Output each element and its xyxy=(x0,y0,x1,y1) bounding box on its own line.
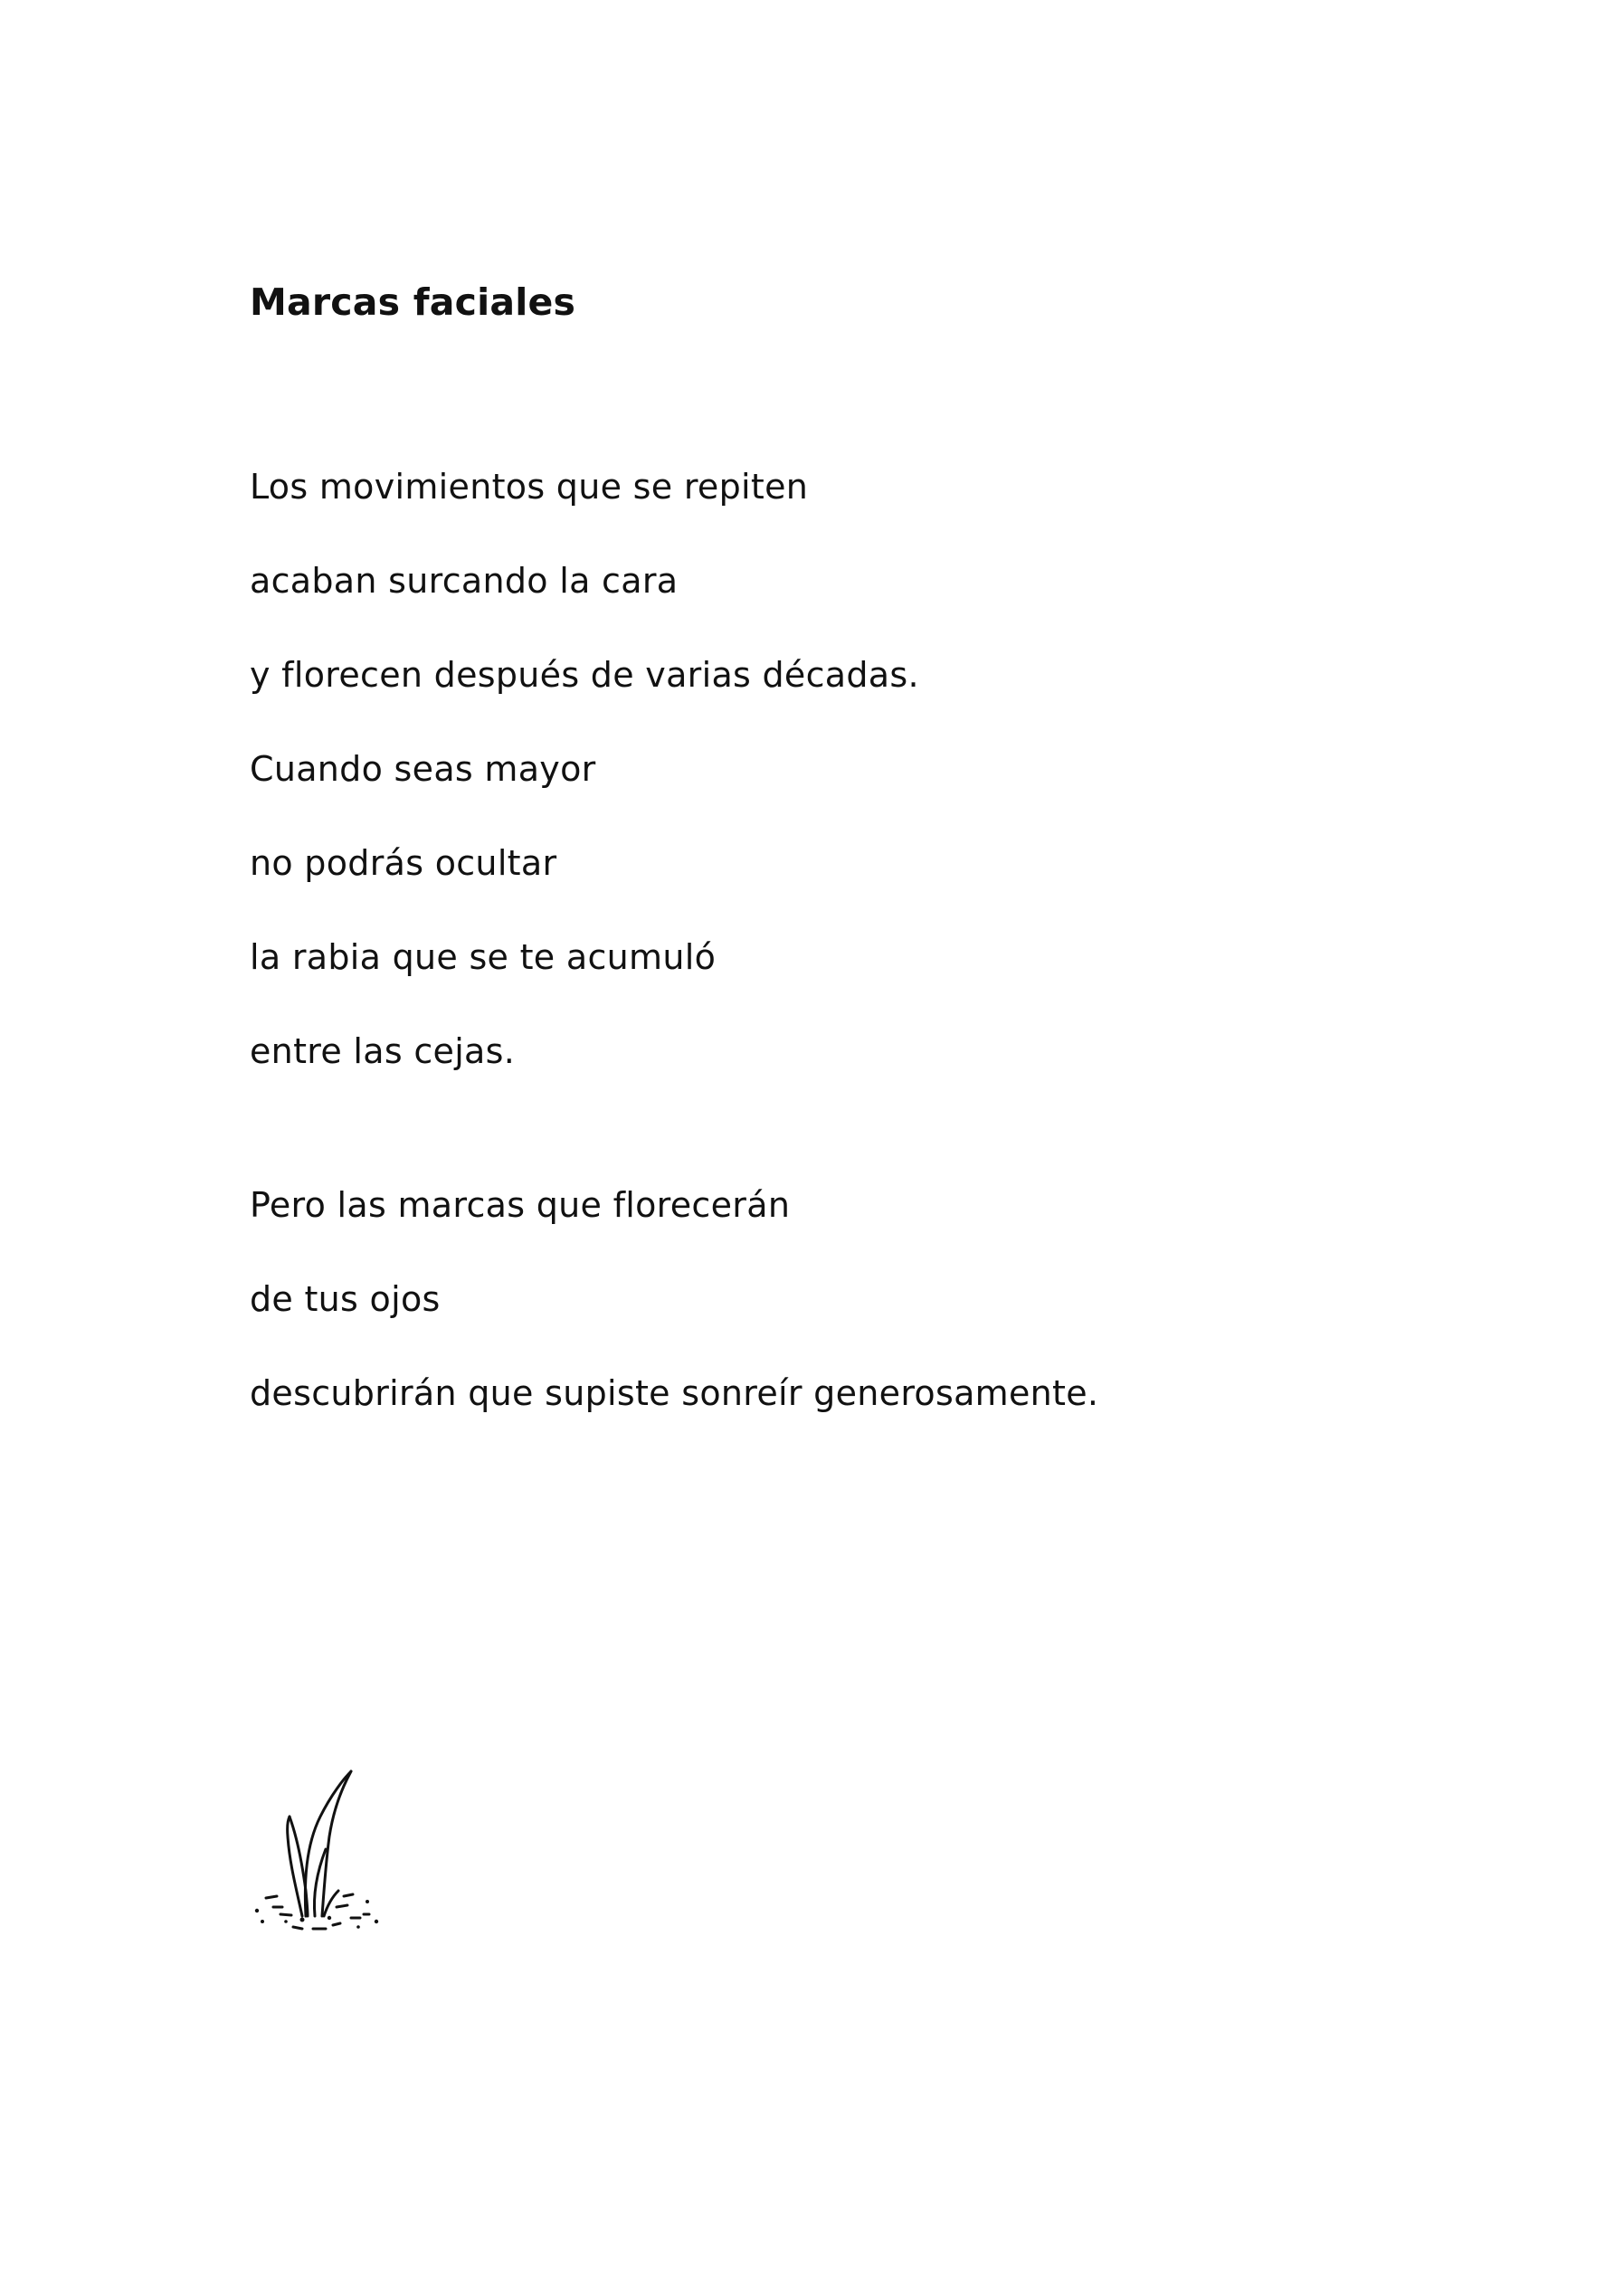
stanza-2 xyxy=(250,1158,1098,1440)
verse-line: Cuando seas mayor xyxy=(250,749,596,789)
grass-sprout-icon xyxy=(250,1737,394,1936)
verse-line: Los movimientos que se repiten xyxy=(250,467,809,507)
verse-line: la rabia que se te acumuló xyxy=(250,937,717,977)
verse-line: no podrás ocultar xyxy=(250,843,557,883)
verse-line: Pero las marcas que florecerán xyxy=(250,1185,791,1225)
verse-line: entre las cejas. xyxy=(250,1031,516,1071)
verse-line: acaban surcando la cara xyxy=(250,561,679,601)
verse-line: de tus ojos xyxy=(250,1279,441,1319)
poem-title: Marcas faciales xyxy=(250,280,576,324)
verse-line: y florecen después de varias décadas. xyxy=(250,655,919,695)
verse-line: descubrirán que supiste sonreír generosamente. xyxy=(250,1373,1099,1413)
stanza-1 xyxy=(250,440,919,1098)
